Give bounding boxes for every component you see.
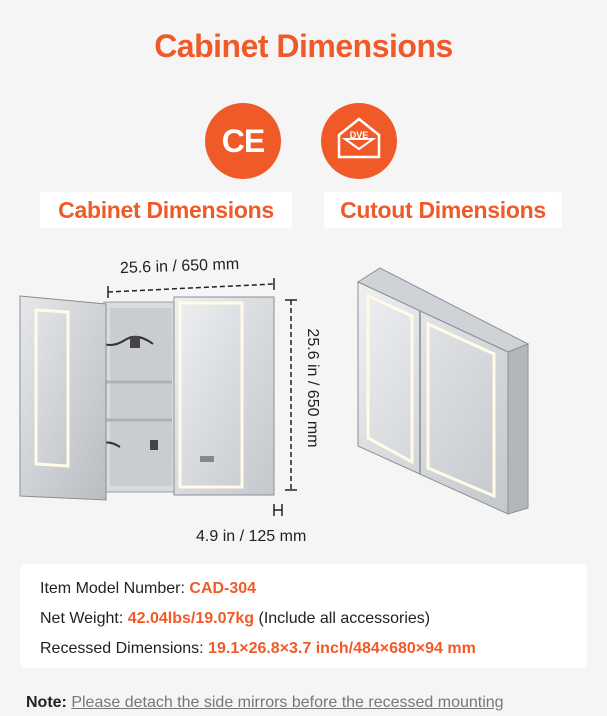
recessed-dimensions-value: 19.1×26.8×3.7 inch/484×680×94 mm [208, 640, 476, 657]
model-number-label: Item Model Number: [40, 580, 190, 597]
specs-panel [20, 564, 587, 668]
mounting-note [26, 694, 504, 712]
net-weight-label: Net Weight: [40, 610, 128, 627]
note-label: Note: [26, 694, 72, 711]
dve-mark-text: DVE [349, 130, 369, 140]
width-dimension-label: 25.6 in / 650 mm [119, 255, 240, 278]
page-title: Cabinet Dimensions [154, 28, 453, 64]
recessed-dimensions-label: Recessed Dimensions: [40, 640, 209, 657]
net-weight-row [40, 604, 587, 634]
depth-dimension-label: 4.9 in / 125 mm [196, 528, 307, 545]
height-dimension-label: 25.6 in / 650 mm [304, 328, 321, 448]
subtitle-cutout-dimensions: Cutout Dimensions [324, 192, 562, 228]
cabinet-open-view [20, 278, 297, 516]
note-text[interactable]: Please detach the side mirrors before the recessed mounting [71, 694, 504, 711]
recessed-dimensions-row [40, 634, 587, 664]
cabinet-closed-view [358, 268, 528, 514]
ce-mark-text: CE [221, 122, 265, 159]
subtitle-cabinet-dimensions: Cabinet Dimensions [40, 192, 292, 228]
model-number-value: CAD-304 [189, 580, 257, 597]
model-number-row [40, 574, 587, 604]
net-weight-note: (Include all accessories) [254, 610, 431, 627]
net-weight-value: 42.04lbs/19.07kg [127, 610, 255, 627]
